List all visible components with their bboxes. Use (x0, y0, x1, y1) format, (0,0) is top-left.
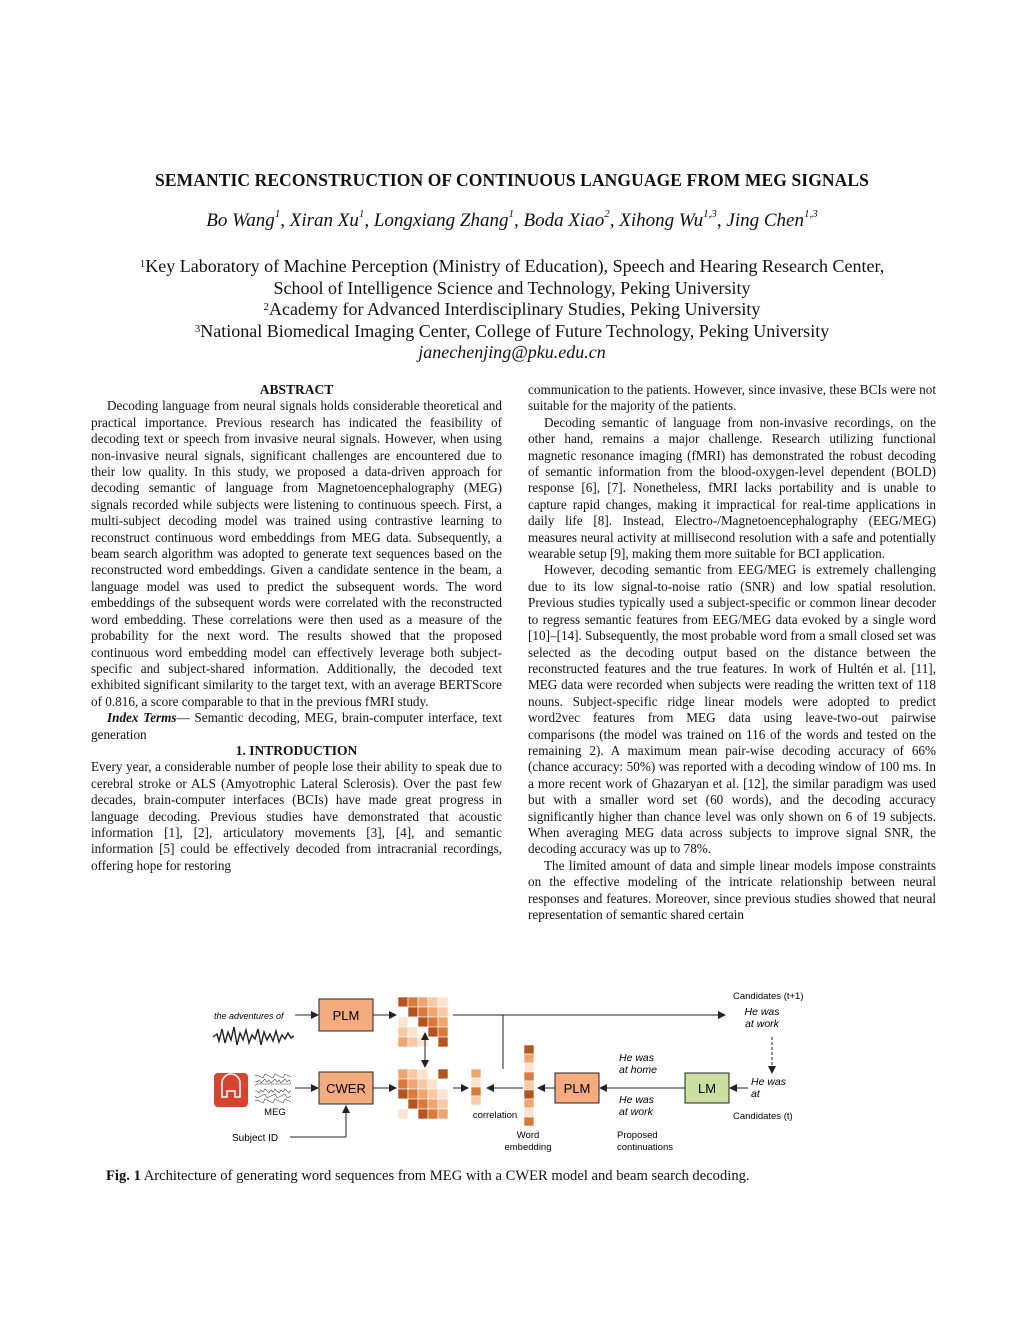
candidates-t-text: He was at (751, 1076, 787, 1100)
architecture-figure (205, 985, 825, 1160)
affiliations (0, 256, 1024, 364)
heatmap-cell (418, 1079, 428, 1089)
author-sup: 1,3 (803, 208, 818, 220)
author-name: Xihong Wu (619, 210, 704, 231)
heatmap-cell (418, 1109, 428, 1119)
vector-cell (524, 1063, 534, 1072)
author-name: Boda Xiao (523, 210, 605, 231)
index-terms-label: Index Terms (107, 710, 177, 726)
heatmap-cell (398, 1037, 408, 1047)
abstract-heading: ABSTRACT (259, 382, 334, 397)
meg-icon (214, 1073, 248, 1107)
heatmap-cell (428, 997, 438, 1007)
heatmap-cell (408, 1079, 418, 1089)
heatmap-cell (428, 1007, 438, 1017)
heatmap-cell (408, 997, 418, 1007)
affiliation-text: Academy for Advanced Interdisciplinary Studies, Peking University (269, 299, 761, 319)
author-name: Xiran Xu (289, 210, 359, 231)
author-name: Longxiang Zhang (373, 210, 509, 231)
vector-cell (524, 1117, 534, 1126)
index-terms-text: — Semantic decoding, MEG, brain-computer interface, text generation (91, 710, 502, 742)
heatmap-cell (428, 1069, 438, 1079)
heatmap-cell (428, 1017, 438, 1027)
candidates-t1-text: He was at work (744, 1006, 780, 1030)
heatmap-cell (438, 1079, 448, 1089)
heatmap-cell (398, 1027, 408, 1037)
plm-embedding-heatmap (398, 997, 448, 1047)
affiliation-text: Key Laboratory of Machine Perception (Ministry of Education), Speech and Hearing Research Center, (145, 256, 885, 276)
affiliation-text: National Biomedical Imaging Center, College of Future Technology, Peking University (200, 320, 830, 341)
correlation-label: correlation (472, 1110, 518, 1121)
heatmap-cell (398, 1089, 408, 1099)
author-name: Jing Chen (726, 210, 804, 231)
meg-signal-traces (255, 1074, 291, 1103)
heatmap-cell (418, 997, 428, 1007)
author-list: Bo Wang$^1$, Xiran Xu$^1$, Longxiang Zhang$^1$, Boda Xiao$^2$, Xihong Wu$^{1,3}$, Jing Chen$^{1,3}$ (206, 208, 818, 231)
meg-trace (255, 1089, 291, 1093)
author-sup: 1 (508, 208, 514, 220)
heatmap-cell (398, 1007, 408, 1017)
heatmap-cell (418, 1007, 428, 1017)
heatmap-cell (438, 1017, 448, 1027)
intro-paragraph-3: However, decoding semantic from EEG/MEG is extremely challenging due to its low signal-to-noise ratio (SNR) and low spatial resolution. Previous studies typically used a subject-specific or common linear decoder to regress semantic features from EEG/MEG data evoked by a single word [10]–[14]. Subsequently, the most probable word from a small closed set was selected as the decoding output based on the distance between the reconstructed features and the true features. In work of Hultén et al. [11], MEG data were recorded when subjects were reading the written text of 118 nouns. Subject-specific ridge linear models were adopted to predict word2vec features from MEG data using leave-two-out pairwise comparisons (the model was trained on 116 of the words and tested on the remaining 2). A maximum mean pair-wise decoding accuracy of 66% (chance accuracy: 50%) was reported with a decoding window of 100 ms. In a more recent work of Ghazaryan et al. [12], the similar paradigm was used but with a smaller word set (60 words), and the decoding accuracy significantly higher than chance level was only shown on 6 of 19 subjects. When averaging MEG data across subjects to improve signal SNR, the decoding accuracy was up to 78%. (528, 562, 936, 857)
meg-trace (255, 1094, 291, 1098)
vector-cell (524, 1090, 534, 1099)
heatmap-cell (418, 1037, 428, 1047)
introduction-heading: 1. INTRODUCTION (235, 742, 358, 758)
heatmap-cell (408, 1027, 418, 1037)
plm-label-2: PLM (563, 1081, 591, 1096)
intro-paragraph-2: Decoding semantic of language from non-invasive recordings, on the other hand, remains a major challenge. Research utilizing functional magnetic resonance imaging (fMRI) has demonstrated the robust decoding of semantic information from the blood-oxygen-level dependent (BOLD) response [6], [7]. Nonetheless, fMRI lacks portability and is unable to capture rapid changes, making it impractical for real-time applications in daily life [8]. Instead, Electro-/Magnetoencephalography (EEG/MEG) measures neural activity at millisecond resolution with a safe and potentially wearable setup [9], making them more suitable for BCI application. (528, 414, 936, 562)
affiliation-line (0, 321, 1024, 343)
vector-cell (524, 1108, 534, 1117)
heatmap-cell (408, 1089, 418, 1099)
heatmap-cell (408, 1007, 418, 1017)
affiliation-sup: 1 (139, 258, 146, 270)
caption-text: Architecture of generating word sequences from MEG with a CWER model and beam search decoding. (140, 1168, 750, 1184)
author-email[interactable]: janechenjing@pku.edu.cn (418, 342, 606, 362)
affiliation-line (0, 278, 1024, 300)
heatmap-cell (428, 1099, 438, 1109)
heatmap-cell (438, 1069, 448, 1079)
candidates-t1-label: Candidates (t+1) (733, 991, 804, 1002)
continuation-work: He was at work (619, 1094, 655, 1118)
heatmap-cell (398, 1069, 408, 1079)
right-column (528, 382, 936, 923)
index-terms (91, 710, 502, 743)
meg-trace (255, 1099, 291, 1103)
heatmap-cell (438, 1037, 448, 1047)
vector-cell (524, 1081, 534, 1090)
vector-cell (524, 1054, 534, 1063)
vector-cell (471, 1087, 481, 1096)
cwer-embedding-heatmap (398, 1069, 448, 1119)
meg-trace (255, 1074, 291, 1078)
heatmap-cell (428, 1037, 438, 1047)
heatmap-cell (398, 997, 408, 1007)
heatmap-cell (398, 1017, 408, 1027)
heatmap-cell (438, 1027, 448, 1037)
vector-cell (524, 1099, 534, 1108)
heatmap-cell (428, 1089, 438, 1099)
correlation-vector (471, 1069, 481, 1105)
heatmap-cell (418, 1089, 428, 1099)
word-embedding-label: Word embedding (504, 1130, 552, 1153)
heatmap-cell (428, 1079, 438, 1089)
intro-paragraph-1-continued: communication to the patients. However, since invasive, these BCIs were not suitable for the majority of the patients. (528, 382, 936, 414)
input-text-label: the adventures of (214, 1011, 284, 1021)
heatmap-cell (418, 1069, 428, 1079)
author-name: Bo Wang (206, 210, 275, 231)
left-column (91, 382, 502, 874)
candidates-t-label: Candidates (t) (733, 1111, 793, 1122)
heatmap-cell (438, 1007, 448, 1017)
heatmap-cell (418, 1017, 428, 1027)
vector-cell (471, 1078, 481, 1087)
heatmap-cell (428, 1109, 438, 1119)
vector-cell (524, 1045, 534, 1054)
affiliation-sup: 3 (194, 322, 201, 335)
heatmap-cell (408, 1037, 418, 1047)
author-sup: 1 (274, 208, 281, 220)
caption-label: Fig. 1 (106, 1168, 141, 1184)
vector-cell (471, 1069, 481, 1078)
heatmap-cell (398, 1079, 408, 1089)
paper-title: SEMANTIC RECONSTRUCTION OF CONTINUOUS LANGUAGE FROM MEG SIGNALS (155, 170, 869, 190)
audio-waveform-icon (213, 1027, 294, 1045)
meg-trace (255, 1079, 291, 1083)
vector-cell (471, 1096, 481, 1105)
affiliation-line (0, 256, 1024, 278)
continuation-home: He was at home (619, 1052, 657, 1076)
heatmap-cell (398, 1099, 408, 1109)
affiliation-line (0, 299, 1024, 321)
cwer-label: CWER (326, 1081, 366, 1096)
heatmap-cell (428, 1027, 438, 1037)
figure-caption (106, 1168, 926, 1185)
heatmap-cell (438, 1089, 448, 1099)
heatmap-cell (408, 1109, 418, 1119)
subject-id-label: Subject ID (232, 1133, 279, 1144)
heatmap-cell (408, 1069, 418, 1079)
intro-paragraph-1: Every year, a considerable number of people lose their ability to speak due to cerebral stroke or ALS (Amyotrophic Lateral Sclerosis). Over the past few decades, brain-computer interfaces (BCIs) have made great progress in language decoding. Previous studies have demonstrated that acoustic information [1], [2], articulatory movements [3], [4], and semantic information [5] could be effectively decoded from intracranial recordings, offering hope for restoring (91, 759, 502, 873)
heatmap-cell (408, 1099, 418, 1109)
heatmap-cell (408, 1017, 418, 1027)
meg-label: MEG (264, 1107, 286, 1118)
affiliation-text: School of Intelligence Science and Technology, Peking University (273, 277, 751, 298)
author-sup: 1 (358, 208, 365, 220)
proposed-continuations-label: Proposed continuations (617, 1130, 673, 1153)
meg-trace (255, 1084, 291, 1086)
plm-label: PLM (332, 1008, 360, 1023)
lm-label: LM (697, 1081, 717, 1096)
affiliation-sup: 2 (263, 301, 270, 313)
heatmap-cell (438, 1099, 448, 1109)
vector-cell (524, 1072, 534, 1081)
heatmap-cell (418, 1027, 428, 1037)
author-sup: 1,3 (703, 208, 717, 220)
author-sup: 2 (604, 208, 610, 220)
heatmap-cell (418, 1099, 428, 1109)
heatmap-cell (398, 1109, 408, 1119)
heatmap-cell (438, 997, 448, 1007)
word-embedding-vector (524, 1045, 534, 1126)
heatmap-cell (438, 1109, 448, 1119)
abstract-text: Decoding language from neural signals holds considerable theoretical and practical importance. Previous research has indicated the feasibility of decoding text or speech from invasive neural signals. However, when using non-invasive neural signals, significant challenges are encountered due to their low quality. In this study, we proposed a data-driven approach for decoding semantic of language from Magnetoencephalography (MEG) signals recorded while subjects were listening to continuous speech. First, a multi-subject decoding model was trained using contrastive learning to reconstruct continuous word embeddings from MEG data. Subsequently, a beam search algorithm was adopted to generate text sequences based on the reconstructed word embeddings. Given a candidate sentence in the beam, a language model was used to predict the subsequent words. The word embeddings of the subsequent words were correlated with the reconstructed word embedding. These correlations were then used as a measure of the probability for the next word. The results showed that the proposed continuous word embedding model can effectively leverage both subject-specific and subject-shared information. Additionally, the decoded text exhibited significant similarity to the target text, with an average BERTScore of 0.816, a score comparable to that in the previous fMRI study. (91, 398, 502, 709)
intro-paragraph-4: The limited amount of data and simple linear models impose constraints on the effective modeling of the intricate relationship between neural responses and features. Moreover, since previous studies showed that neural representation of semantic shared certain (528, 857, 936, 922)
